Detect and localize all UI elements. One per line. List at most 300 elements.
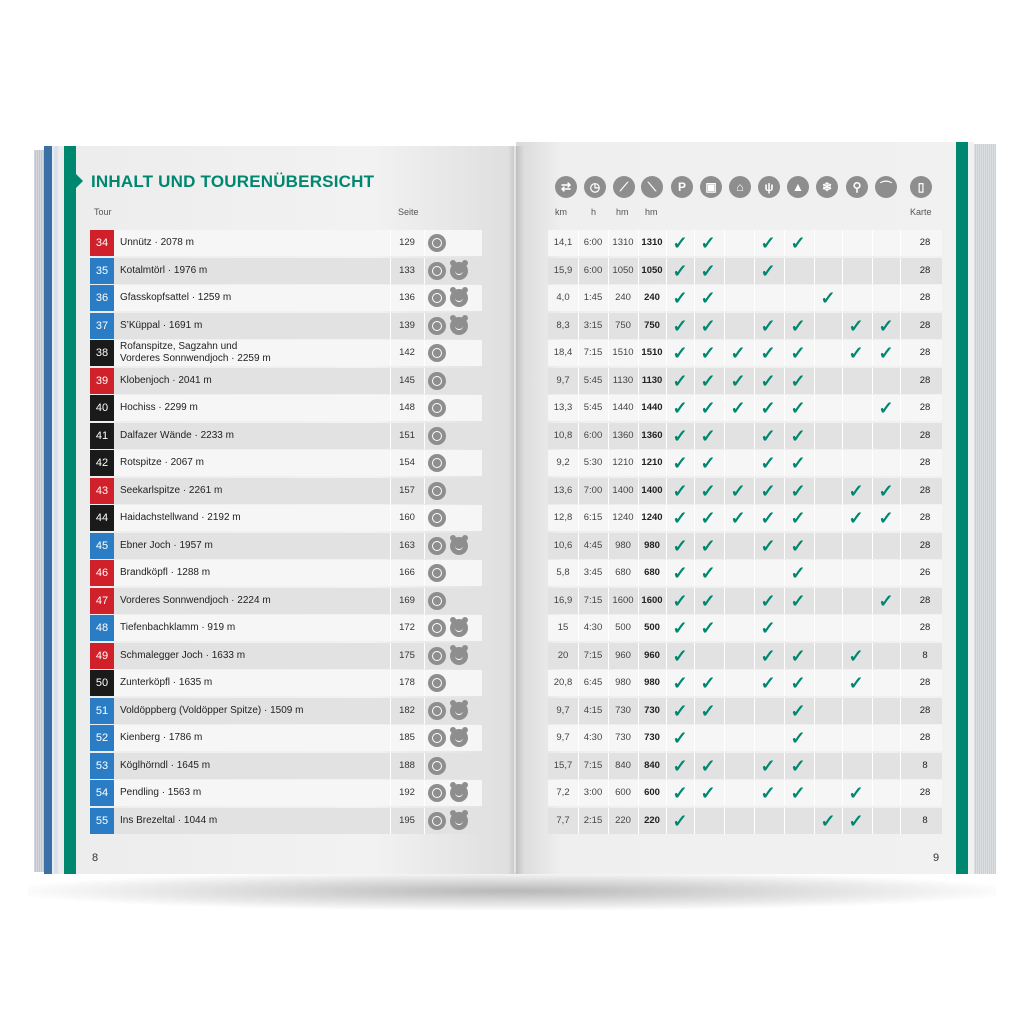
column-divider: [578, 560, 579, 586]
distance-km: 16,9: [553, 595, 573, 606]
checkmark-icon: ✓: [760, 371, 776, 391]
column-divider: [424, 285, 425, 311]
header-karte: Karte: [910, 207, 932, 217]
column-divider: [872, 780, 873, 806]
column-divider: [638, 505, 639, 531]
column-divider: [424, 340, 425, 366]
tour-number: 51: [90, 698, 114, 724]
clock-icon: ◷: [584, 176, 606, 198]
column-divider: [424, 478, 425, 504]
map-number: 8: [922, 815, 928, 826]
checkmark-icon: ✓: [672, 261, 688, 281]
column-divider: [424, 230, 425, 256]
column-divider: [872, 230, 873, 256]
tour-number: 42: [90, 450, 114, 476]
checkmark-icon: ✓: [790, 728, 806, 748]
tour-number: 55: [90, 808, 114, 834]
checkmark-icon: ✓: [672, 701, 688, 721]
hut-icon: ⌒: [875, 176, 897, 198]
tour-name: Haidachstellwand · 2192 m: [120, 512, 241, 523]
column-divider: [872, 258, 873, 284]
tour-stats-row: [548, 368, 942, 394]
checkmark-icon: ✓: [790, 398, 806, 418]
checkmark-icon: ✓: [700, 481, 716, 501]
tour-name: Seekarlspitze · 2261 m: [120, 485, 223, 496]
tour-page: 188: [399, 760, 415, 771]
column-divider: [872, 753, 873, 779]
checkmark-icon: ✓: [672, 316, 688, 336]
column-divider: [900, 753, 901, 779]
column-divider: [724, 670, 725, 696]
duration-h: 6:45: [583, 677, 603, 688]
distance-km: 12,8: [553, 512, 573, 523]
tour-page: 185: [399, 732, 415, 743]
book-shadow: [28, 872, 996, 910]
checkmark-icon: ✓: [700, 261, 716, 281]
tour-page: 145: [399, 375, 415, 386]
descent-hm: 750: [644, 320, 660, 331]
duration-icon: [428, 812, 446, 830]
column-divider: [638, 808, 639, 834]
checkmark-icon: ✓: [700, 756, 716, 776]
column-divider: [638, 780, 639, 806]
page-number-left: 8: [92, 852, 99, 864]
checkmark-icon: ✓: [760, 618, 776, 638]
checkmark-icon: ✓: [700, 508, 716, 528]
checkmark-icon: ✓: [790, 481, 806, 501]
column-divider: [578, 505, 579, 531]
distance-km: 5,8: [556, 567, 570, 578]
column-divider: [608, 780, 609, 806]
checkmark-icon: ✓: [700, 673, 716, 693]
column-divider: [638, 230, 639, 256]
column-divider: [608, 670, 609, 696]
column-divider: [578, 478, 579, 504]
checkmark-icon: ✓: [672, 288, 688, 308]
map-number: 28: [919, 265, 931, 276]
column-divider: [578, 395, 579, 421]
tour-name: S’Küppal · 1691 m: [120, 320, 203, 331]
column-divider: [638, 478, 639, 504]
column-divider: [608, 560, 609, 586]
column-divider: [578, 588, 579, 614]
column-divider: [814, 753, 815, 779]
tour-name: Zunterköpfl · 1635 m: [120, 677, 213, 688]
tour-page: 160: [399, 512, 415, 523]
tour-name: Kotalmtörl · 1976 m: [120, 265, 208, 276]
ascent-hm: 1400: [612, 485, 634, 496]
tour-page: 139: [399, 320, 415, 331]
checkmark-icon: ✓: [760, 536, 776, 556]
column-divider: [872, 808, 873, 834]
duration-h: 7:00: [583, 485, 603, 496]
column-divider: [842, 285, 843, 311]
column-divider: [694, 808, 695, 834]
column-divider: [608, 808, 609, 834]
column-divider: [694, 643, 695, 669]
tour-stats-row: [548, 395, 942, 421]
tour-name: Ins Brezeltal · 1044 m: [120, 815, 218, 826]
column-divider: [754, 560, 755, 586]
column-divider: [608, 533, 609, 559]
checkmark-icon: ✓: [760, 343, 776, 363]
uphill-icon: ⟋: [613, 176, 635, 198]
column-divider: [578, 533, 579, 559]
header-tour: Tour: [94, 207, 112, 217]
tour-page: 172: [399, 622, 415, 633]
page-number-right: 9: [933, 852, 940, 864]
distance-km: 9,2: [556, 457, 570, 468]
ascent-hm: 730: [615, 705, 631, 716]
duration-h: 5:45: [583, 402, 603, 413]
checkmark-icon: ✓: [790, 563, 806, 583]
tour-number: 44: [90, 505, 114, 531]
column-divider: [842, 698, 843, 724]
column-divider: [608, 588, 609, 614]
duration-icon: [428, 674, 446, 692]
column-divider: [900, 560, 901, 586]
descent-hm: 1440: [641, 402, 663, 413]
column-divider: [424, 725, 425, 751]
column-divider: [724, 313, 725, 339]
duration-h: 6:00: [583, 430, 603, 441]
column-divider: [814, 533, 815, 559]
tour-stats-row: [548, 478, 942, 504]
descent-hm: 980: [644, 677, 660, 688]
ascent-hm: 960: [615, 650, 631, 661]
tour-stats-row: [548, 313, 942, 339]
column-divider: [814, 725, 815, 751]
descent-hm: 220: [644, 815, 660, 826]
tour-name: Rotspitze · 2067 m: [120, 457, 204, 468]
map-number: 28: [919, 375, 931, 386]
column-divider: [608, 450, 609, 476]
tour-number: 39: [90, 368, 114, 394]
descent-hm: 840: [644, 760, 660, 771]
column-divider: [724, 780, 725, 806]
tour-number: 37: [90, 313, 114, 339]
column-divider: [608, 478, 609, 504]
column-divider: [578, 698, 579, 724]
tour-stats-row: [548, 258, 942, 284]
family-friendly-icon: [450, 647, 468, 665]
ascent-hm: 1440: [612, 402, 634, 413]
descent-hm: 1130: [641, 375, 663, 386]
column-divider: [638, 698, 639, 724]
column-divider: [900, 505, 901, 531]
column-divider: [608, 643, 609, 669]
descent-hm: 1240: [641, 512, 663, 523]
column-divider: [814, 368, 815, 394]
map-number: 28: [919, 320, 931, 331]
duration-icon: [428, 399, 446, 417]
duration-icon: [428, 454, 446, 472]
checkmark-icon: ✓: [790, 316, 806, 336]
column-divider: [900, 313, 901, 339]
checkmark-icon: ✓: [848, 783, 864, 803]
tour-page: 178: [399, 677, 415, 688]
distance-km: 7,7: [556, 815, 570, 826]
duration-h: 7:15: [583, 650, 603, 661]
checkmark-icon: ✓: [878, 481, 894, 501]
map-number: 8: [922, 760, 928, 771]
tour-page: 148: [399, 402, 415, 413]
duration-icon: [428, 647, 446, 665]
column-divider: [638, 753, 639, 779]
checkmark-icon: ✓: [790, 646, 806, 666]
teal-stripe-right: [956, 142, 968, 874]
tour-stats-row: [548, 340, 942, 366]
column-divider: [872, 285, 873, 311]
column-divider: [608, 615, 609, 641]
distance-km: 4,0: [556, 292, 570, 303]
tour-number: 46: [90, 560, 114, 586]
map-number: 28: [919, 677, 931, 688]
duration-h: 6:00: [583, 237, 603, 248]
checkmark-icon: ✓: [700, 563, 716, 583]
duration-icon: [428, 427, 446, 445]
checkmark-icon: ✓: [878, 316, 894, 336]
column-divider: [424, 423, 425, 449]
column-divider: [424, 368, 425, 394]
checkmark-icon: ✓: [760, 673, 776, 693]
column-divider: [784, 808, 785, 834]
checkmark-icon: ✓: [700, 426, 716, 446]
column-divider: [842, 753, 843, 779]
column-divider: [842, 395, 843, 421]
checkmark-icon: ✓: [760, 453, 776, 473]
book-gutter: [508, 146, 524, 874]
descent-hm: 1360: [641, 430, 663, 441]
tour-row: [90, 588, 482, 614]
family-friendly-icon: [450, 317, 468, 335]
distance-km: 9,7: [556, 375, 570, 386]
column-divider: [900, 698, 901, 724]
descent-hm: 1210: [641, 457, 663, 468]
column-divider: [814, 588, 815, 614]
map-number: 28: [919, 787, 931, 798]
column-divider: [900, 258, 901, 284]
duration-h: 6:15: [583, 512, 603, 523]
ascent-hm: 1360: [612, 430, 634, 441]
column-divider: [578, 368, 579, 394]
column-divider: [814, 670, 815, 696]
tour-name: [120, 341, 271, 367]
map-number: 28: [919, 512, 931, 523]
tour-stats-row: [548, 780, 942, 806]
tour-row: [90, 560, 482, 586]
distance-km: 10,6: [553, 540, 573, 551]
distance-km: 15,9: [553, 265, 573, 276]
column-divider: [638, 423, 639, 449]
column-divider: [872, 643, 873, 669]
column-divider: [754, 725, 755, 751]
checkmark-icon: ✓: [760, 481, 776, 501]
tour-row: [90, 395, 482, 421]
tour-name: Köglhörndl · 1645 m: [120, 760, 211, 771]
tour-row: [90, 780, 482, 806]
tour-row: [90, 285, 482, 311]
column-divider: [578, 340, 579, 366]
checkmark-icon: ✓: [672, 811, 688, 831]
column-divider: [814, 560, 815, 586]
column-divider: [872, 560, 873, 586]
tour-name: Ebner Joch · 1957 m: [120, 540, 213, 551]
family-friendly-icon: [450, 619, 468, 637]
checkmark-icon: ✓: [730, 371, 746, 391]
distance-km: 15: [557, 622, 569, 633]
ascent-hm: 240: [615, 292, 631, 303]
checkmark-icon: ✓: [790, 536, 806, 556]
distance-km: 7,2: [556, 787, 570, 798]
tour-row: [90, 368, 482, 394]
tour-name: Tiefenbachklamm · 919 m: [120, 622, 236, 633]
tour-page: 142: [399, 347, 415, 358]
column-divider: [578, 780, 579, 806]
tour-number: 50: [90, 670, 114, 696]
checkmark-icon: ✓: [700, 343, 716, 363]
checkmark-icon: ✓: [700, 316, 716, 336]
tour-number: 41: [90, 423, 114, 449]
ascent-hm: 1600: [612, 595, 634, 606]
ascent-hm: 600: [615, 787, 631, 798]
distance-km: 20: [557, 650, 569, 661]
descent-hm: 960: [644, 650, 660, 661]
checkmark-icon: ✓: [672, 563, 688, 583]
header-hm-down: hm: [645, 207, 658, 217]
distance-km: 10,8: [553, 430, 573, 441]
checkmark-icon: ✓: [672, 233, 688, 253]
checkmark-icon: ✓: [672, 756, 688, 776]
column-divider: [900, 285, 901, 311]
checkmark-icon: ✓: [790, 701, 806, 721]
checkmark-icon: ✓: [672, 481, 688, 501]
duration-icon: [428, 619, 446, 637]
column-divider: [578, 615, 579, 641]
checkmark-icon: ✓: [790, 453, 806, 473]
distance-km: 8,3: [556, 320, 570, 331]
tour-stats-row: [548, 450, 942, 476]
duration-icon: [428, 372, 446, 390]
column-divider: [842, 368, 843, 394]
column-divider: [872, 615, 873, 641]
checkmark-icon: ✓: [760, 756, 776, 776]
map-number: 28: [919, 540, 931, 551]
tour-row: [90, 340, 482, 366]
cover-edge-blue: [44, 146, 52, 874]
distance-km: 13,6: [553, 485, 573, 496]
duration-h: 4:30: [583, 622, 603, 633]
column-divider: [900, 230, 901, 256]
downhill-icon: ⟍: [641, 176, 663, 198]
tour-name: Pendling · 1563 m: [120, 787, 202, 798]
tour-stats-row: [548, 423, 942, 449]
tour-row: [90, 533, 482, 559]
duration-h: 2:15: [583, 815, 603, 826]
tour-stats-row: [548, 808, 942, 834]
tour-stats-row: [548, 285, 942, 311]
column-divider: [872, 698, 873, 724]
column-divider: [814, 340, 815, 366]
column-divider: [784, 285, 785, 311]
column-divider: [842, 533, 843, 559]
column-divider: [638, 285, 639, 311]
tour-stats-row: [548, 615, 942, 641]
checkmark-icon: ✓: [672, 783, 688, 803]
duration-h: 1:45: [583, 292, 603, 303]
checkmark-icon: ✓: [700, 233, 716, 253]
tour-page: 175: [399, 650, 415, 661]
tour-row: [90, 698, 482, 724]
column-divider: [424, 615, 425, 641]
duration-icon: [428, 729, 446, 747]
tour-name: Kienberg · 1786 m: [120, 732, 203, 743]
tour-number: 34: [90, 230, 114, 256]
descent-hm: 1310: [641, 237, 663, 248]
column-divider: [900, 423, 901, 449]
tour-name: Brandköpfl · 1288 m: [120, 567, 211, 578]
header-h: h: [591, 207, 597, 217]
duration-h: 6:00: [583, 265, 603, 276]
column-divider: [578, 313, 579, 339]
column-divider: [872, 450, 873, 476]
title-arrow-icon: [76, 174, 83, 188]
map-number: 28: [919, 457, 931, 468]
distance-km: 18,4: [553, 347, 573, 358]
checkmark-icon: ✓: [700, 591, 716, 611]
distance-km: 9,7: [556, 705, 570, 716]
tour-stats-row: [548, 753, 942, 779]
distance-km: 13,3: [553, 402, 573, 413]
column-divider: [424, 533, 425, 559]
duration-h: 7:15: [583, 595, 603, 606]
checkmark-icon: ✓: [878, 343, 894, 363]
tour-row: [90, 423, 482, 449]
checkmark-icon: ✓: [848, 508, 864, 528]
column-divider: [900, 450, 901, 476]
column-divider: [842, 588, 843, 614]
column-divider: [608, 313, 609, 339]
descent-hm: 600: [644, 787, 660, 798]
tour-page: 157: [399, 485, 415, 496]
tour-page: 133: [399, 265, 415, 276]
column-divider: [424, 643, 425, 669]
duration-h: 3:45: [583, 567, 603, 578]
checkmark-icon: ✓: [760, 233, 776, 253]
column-divider: [842, 560, 843, 586]
checkmark-icon: ✓: [672, 426, 688, 446]
column-divider: [724, 450, 725, 476]
family-friendly-icon: [450, 784, 468, 802]
tour-name: Dalfazer Wände · 2233 m: [120, 430, 234, 441]
ascent-hm: 500: [615, 622, 631, 633]
column-divider: [724, 560, 725, 586]
page-edges-right: [972, 144, 996, 874]
column-divider: [424, 450, 425, 476]
column-divider: [638, 258, 639, 284]
column-divider: [424, 313, 425, 339]
column-divider: [638, 368, 639, 394]
checkmark-icon: ✓: [672, 343, 688, 363]
checkmark-icon: ✓: [672, 398, 688, 418]
cover-edge-light: [54, 146, 58, 874]
checkmark-icon: ✓: [760, 261, 776, 281]
column-divider: [608, 258, 609, 284]
tour-page: 195: [399, 815, 415, 826]
duration-h: 3:00: [583, 787, 603, 798]
column-divider: [724, 533, 725, 559]
duration-icon: [428, 482, 446, 500]
